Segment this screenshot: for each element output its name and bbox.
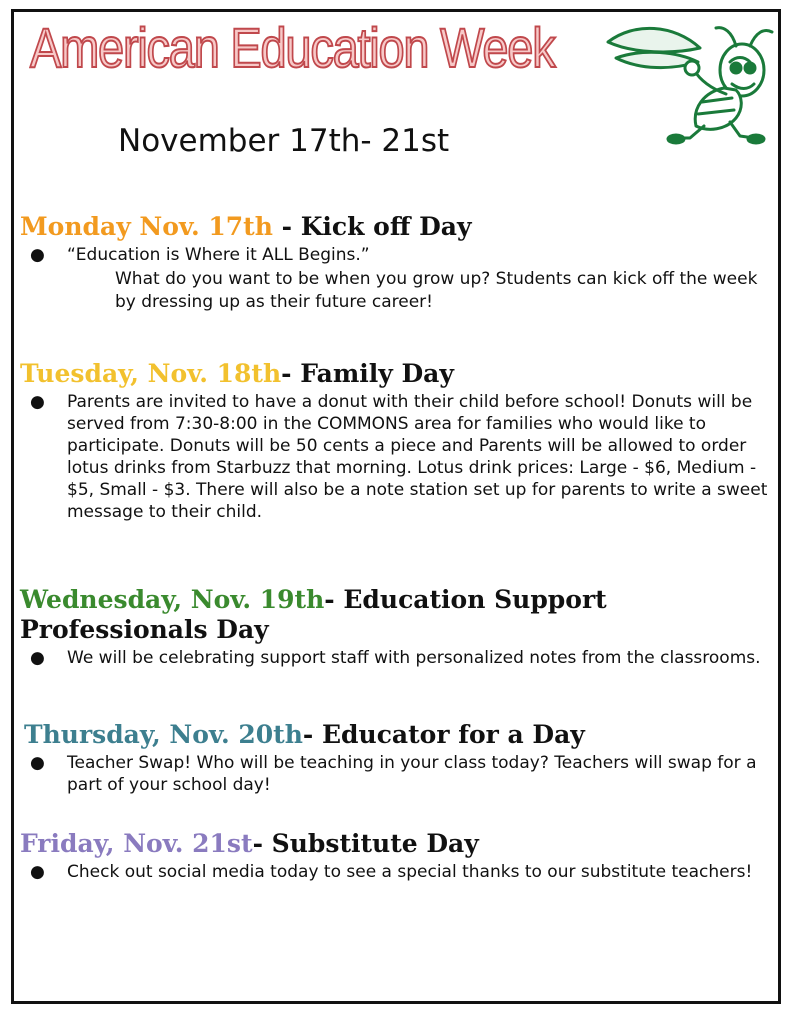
bullet-text: We will be celebrating support staff with personalized notes from the classrooms. — [67, 648, 761, 668]
bullet-icon: ● — [30, 862, 45, 882]
list-item — [20, 244, 768, 266]
bullet-text: Teacher Swap! Who will be teaching in your class today? Teachers will swap for a part of your school day! — [67, 753, 757, 795]
bullet-icon: ● — [30, 753, 45, 773]
list-item — [20, 647, 768, 669]
day-date: Wednesday, Nov. 19th — [20, 585, 325, 614]
bullet-text: “Education is Where it ALL Begins.” — [67, 245, 370, 265]
page-title: American Education Week — [30, 16, 555, 79]
bullet-list — [20, 244, 768, 266]
bullet-list — [20, 391, 768, 523]
day-date: Thursday, Nov. 20th — [24, 720, 303, 749]
day-theme: Educator for a Day — [321, 720, 585, 749]
bullet-list — [20, 752, 768, 796]
list-item — [20, 861, 768, 883]
day-separator: - — [281, 359, 301, 388]
bullet-text: Check out social media today to see a special thanks to our substitute teachers! — [67, 862, 753, 882]
day-date: Tuesday, Nov. 18th — [20, 359, 282, 388]
day-date: Monday Nov. 17th — [20, 212, 273, 241]
day-separator: - — [324, 585, 344, 614]
day-heading — [20, 720, 768, 750]
day-heading — [20, 212, 768, 242]
day-monday — [20, 212, 768, 314]
list-item — [20, 752, 768, 796]
bullet-icon: ● — [30, 245, 45, 265]
day-separator: - — [252, 829, 272, 858]
day-theme: Family Day — [300, 359, 454, 388]
bullet-list — [20, 861, 768, 883]
day-separator: - — [272, 212, 301, 241]
day-friday — [20, 829, 768, 883]
day-date: Friday, Nov. 21st — [20, 829, 253, 858]
day-tuesday — [20, 359, 768, 523]
day-detail: What do you want to be when you grow up? Students can kick off the week by dressing up as their future career! — [115, 269, 758, 312]
day-thursday — [20, 720, 768, 796]
event-dates: November 17th- 21st — [118, 123, 450, 159]
list-item — [20, 391, 768, 523]
bullet-icon: ● — [30, 392, 45, 412]
bullet-icon: ● — [30, 648, 45, 668]
day-theme: Kick off Day — [300, 212, 472, 241]
bullet-list — [20, 647, 768, 669]
day-theme: Education Support Professionals Day — [20, 585, 607, 644]
day-separator: - — [302, 720, 322, 749]
hornet-mascot-icon — [604, 18, 776, 146]
day-heading — [20, 585, 768, 645]
day-wednesday — [20, 585, 768, 669]
day-theme: Substitute Day — [271, 829, 479, 858]
day-heading — [20, 829, 768, 859]
day-heading — [20, 359, 768, 389]
bullet-text: Parents are invited to have a donut with their child before school! Donuts will be served from 7:30-8:00 in the COMMONS area for families who would like to participate. Donuts will be 50 cents a piece and Parents will be allowed to order lotus drinks from Starbuzz that morning. Lotus drink prices: Large - $6, Medium - $5, Small - $3. There will also be a note station set up for parents to write a sweet message to their child. — [67, 392, 768, 522]
